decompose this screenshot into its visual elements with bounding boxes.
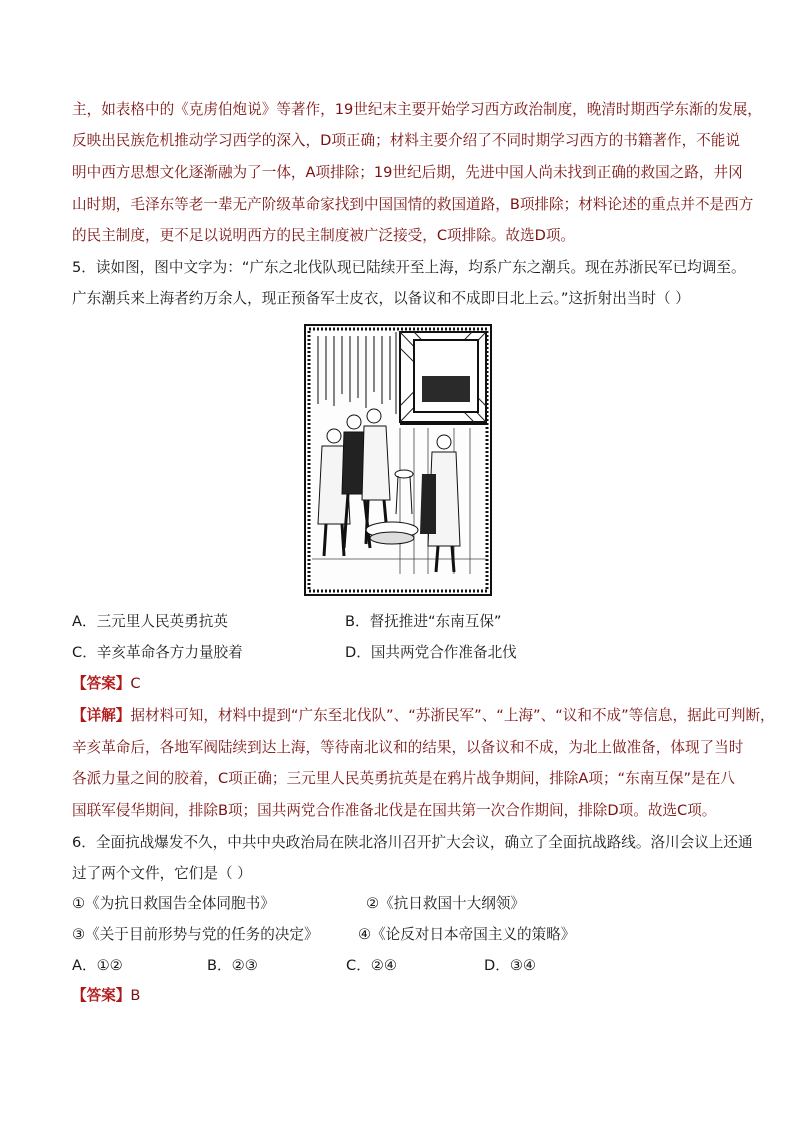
explanation-line-5: 的民主制度，更不足以说明西方的民主制度被广泛接受，C项排除。故选D项。	[72, 227, 576, 244]
q6-option-a: A．①②	[72, 957, 123, 974]
q5-option-a: A．三元里人民英勇抗英	[72, 613, 228, 630]
explanation-line-1: 主，如表格中的《克虏伯炮说》等著作，19世纪末主要开始学习西方政治制度，晚清时期西学东渐的发展，	[72, 101, 762, 118]
q5-answer	[72, 674, 141, 694]
q5-detail-line-4: 国联军侵华期间，排除B项；国共两党合作准备北伐是在国共第一次合作期间，排除D项。故选C项。	[72, 802, 717, 819]
woodblock-illustration	[304, 324, 492, 596]
q5-detail-line-2: 辛亥革命后，各地军阀陆续到达上海，等待南北议和的结果，以备议和不成，为北上做准备，体现了当时	[72, 739, 744, 756]
explanation-line-2: 反映出民族危机推动学习西学的深入，D项正确；材料主要介绍了不同时期学习西方的书籍著作，不能说	[72, 132, 740, 149]
q6-doc-1: ①《为抗日救国告全体同胞书》	[72, 895, 275, 912]
q6-answer-value: B	[130, 987, 141, 1004]
q5-stem-line-2: 广东潮兵来上海者约万余人，现正预备军士皮衣，以备议和不成即日北上云。”这折射出当时（ ）	[72, 290, 690, 307]
q6-doc-3: ③《关于目前形势与党的任务的决定》	[72, 926, 319, 943]
q5-option-b: B．督抚推进“东南互保”	[345, 613, 502, 630]
q5-answer-value: C	[130, 675, 141, 692]
q6-option-b: B．②③	[207, 957, 258, 974]
q6-answer	[72, 986, 140, 1006]
q5-answer-tag: 【答案】	[72, 675, 131, 692]
explanation-line-4: 山时期，毛泽东等老一辈无产阶级革命家找到中国国情的救国道路，B项排除；材料论述的重点并不是西方	[72, 196, 754, 213]
q6-doc-2: ②《抗日救国十大纲领》	[366, 895, 526, 912]
q6-doc-4: ④《论反对日本帝国主义的策略》	[358, 926, 576, 943]
q5-option-c: C．辛亥革命各方力量胶着	[72, 644, 243, 661]
q6-stem-line-1: 6．全面抗战爆发不久，中共中央政治局在陕北洛川召开扩大会议，确立了全面抗战路线。洛川会议上还通	[72, 834, 753, 851]
q5-detail-tag: 【详解】	[72, 707, 131, 724]
q6-answer-tag: 【答案】	[72, 987, 131, 1004]
q6-option-d: D．③④	[484, 957, 536, 974]
q6-stem-line-2: 过了两个文件，它们是（ ）	[72, 865, 252, 882]
q5-option-d: D．国共两党合作准备北伐	[345, 644, 517, 661]
q5-stem-line-1: 5．读如图，图中文字为：“广东之北伐队现已陆续开至上海，均系广东之潮兵。现在苏浙民军已均调至。	[72, 259, 746, 276]
q5-detail-text-1: 据材料可知，材料中提到“广东至北伐队”、“苏浙民军”、“上海”、“议和不成”等信息，据此可判断，	[130, 707, 775, 724]
q5-detail-line-1	[72, 706, 775, 726]
q5-detail-line-3: 各派力量之间的胶着，C项正确；三元里人民英勇抗英是在鸦片战争期间，排除A项；“东南互保”是在八	[72, 770, 735, 787]
explanation-line-3: 明中西方思想文化逐渐融为了一体，A项排除；19世纪后期，先进中国人尚未找到正确的救国之路，井冈	[72, 164, 743, 181]
illustration-drawing	[304, 324, 492, 596]
q6-option-c: C．②④	[346, 957, 397, 974]
